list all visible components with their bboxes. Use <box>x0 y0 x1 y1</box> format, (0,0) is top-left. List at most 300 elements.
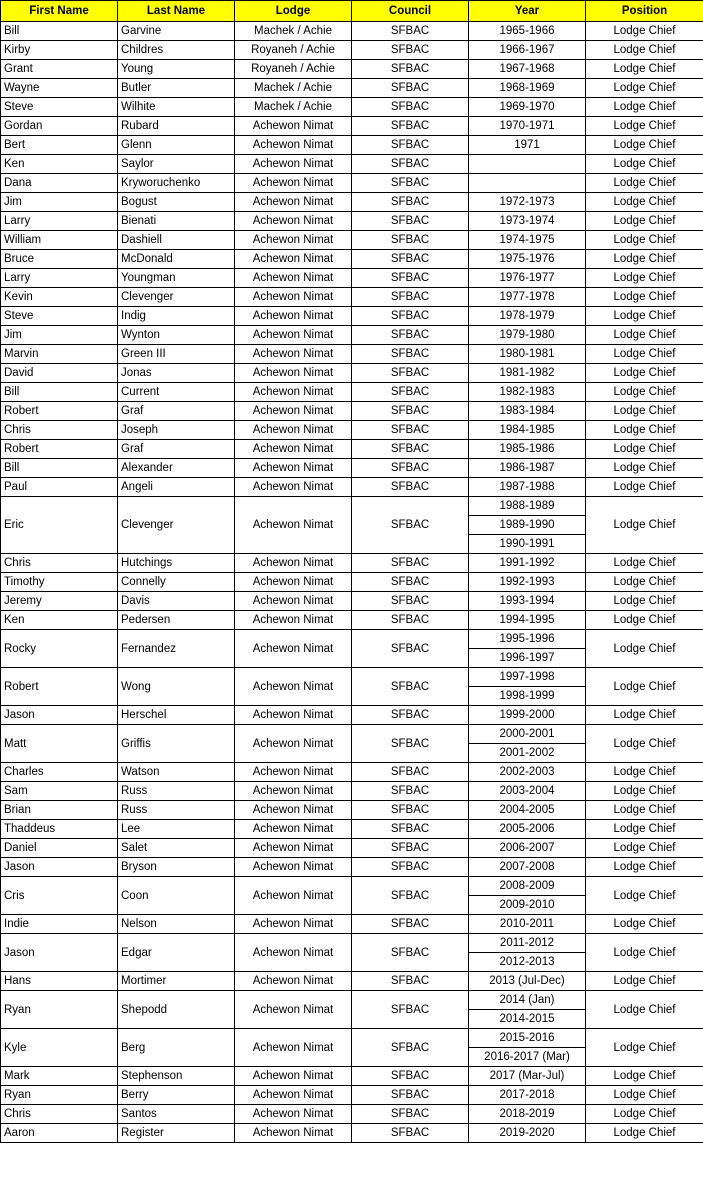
cell-first-name: Jim <box>1 326 118 345</box>
table-row <box>1 611 703 630</box>
cell-council: SFBAC <box>352 155 469 174</box>
cell-year: 1996-1997 <box>469 649 586 668</box>
cell-council: SFBAC <box>352 934 469 972</box>
cell-position: Lodge Chief <box>586 174 703 193</box>
table-body <box>1 22 703 1143</box>
cell-position: Lodge Chief <box>586 497 703 554</box>
cell-council: SFBAC <box>352 383 469 402</box>
cell-first-name: Jim <box>1 193 118 212</box>
cell-last-name: Childres <box>118 41 235 60</box>
header-year: Year <box>469 1 586 22</box>
cell-lodge: Achewon Nimat <box>235 972 352 991</box>
table-row <box>1 269 703 288</box>
cell-lodge: Achewon Nimat <box>235 1124 352 1143</box>
cell-first-name: Bill <box>1 383 118 402</box>
cell-council: SFBAC <box>352 1067 469 1086</box>
cell-first-name: Ryan <box>1 1086 118 1105</box>
cell-first-name: Jason <box>1 858 118 877</box>
cell-council: SFBAC <box>352 573 469 592</box>
cell-lodge: Achewon Nimat <box>235 231 352 250</box>
cell-position: Lodge Chief <box>586 421 703 440</box>
header-lodge: Lodge <box>235 1 352 22</box>
cell-first-name: Charles <box>1 763 118 782</box>
cell-position: Lodge Chief <box>586 991 703 1029</box>
cell-position: Lodge Chief <box>586 307 703 326</box>
table-row <box>1 117 703 136</box>
cell-year: 1983-1984 <box>469 402 586 421</box>
cell-last-name: Wilhite <box>118 98 235 117</box>
cell-council: SFBAC <box>352 554 469 573</box>
table-row <box>1 1029 703 1048</box>
cell-last-name: Saylor <box>118 155 235 174</box>
cell-position: Lodge Chief <box>586 60 703 79</box>
cell-lodge: Achewon Nimat <box>235 934 352 972</box>
cell-first-name: Steve <box>1 307 118 326</box>
cell-position: Lodge Chief <box>586 98 703 117</box>
cell-council: SFBAC <box>352 706 469 725</box>
cell-last-name: Wynton <box>118 326 235 345</box>
header-last-name: Last Name <box>118 1 235 22</box>
cell-last-name: Current <box>118 383 235 402</box>
cell-last-name: Bogust <box>118 193 235 212</box>
cell-first-name: Paul <box>1 478 118 497</box>
table-row <box>1 174 703 193</box>
cell-lodge: Achewon Nimat <box>235 269 352 288</box>
cell-lodge: Achewon Nimat <box>235 1105 352 1124</box>
cell-position: Lodge Chief <box>586 288 703 307</box>
cell-lodge: Achewon Nimat <box>235 782 352 801</box>
cell-first-name: Sam <box>1 782 118 801</box>
cell-year: 1985-1986 <box>469 440 586 459</box>
cell-position: Lodge Chief <box>586 820 703 839</box>
cell-position: Lodge Chief <box>586 1105 703 1124</box>
table-row <box>1 22 703 41</box>
cell-year: 2013 (Jul-Dec) <box>469 972 586 991</box>
cell-lodge: Machek / Achie <box>235 22 352 41</box>
table-row <box>1 345 703 364</box>
cell-first-name: Ken <box>1 611 118 630</box>
cell-lodge: Achewon Nimat <box>235 307 352 326</box>
cell-last-name: Nelson <box>118 915 235 934</box>
table-row <box>1 915 703 934</box>
cell-last-name: Griffis <box>118 725 235 763</box>
cell-year: 2009-2010 <box>469 896 586 915</box>
cell-last-name: Clevenger <box>118 288 235 307</box>
cell-year: 1995-1996 <box>469 630 586 649</box>
table-row <box>1 440 703 459</box>
cell-last-name: Connelly <box>118 573 235 592</box>
cell-last-name: Shepodd <box>118 991 235 1029</box>
cell-lodge: Achewon Nimat <box>235 288 352 307</box>
cell-lodge: Achewon Nimat <box>235 421 352 440</box>
cell-position: Lodge Chief <box>586 972 703 991</box>
cell-year: 1994-1995 <box>469 611 586 630</box>
cell-first-name: Chris <box>1 1105 118 1124</box>
cell-first-name: Indie <box>1 915 118 934</box>
cell-first-name: Jason <box>1 706 118 725</box>
cell-council: SFBAC <box>352 858 469 877</box>
cell-year: 2000-2001 <box>469 725 586 744</box>
cell-year: 2014-2015 <box>469 1010 586 1029</box>
cell-council: SFBAC <box>352 136 469 155</box>
cell-lodge: Achewon Nimat <box>235 440 352 459</box>
cell-year: 2014 (Jan) <box>469 991 586 1010</box>
cell-position: Lodge Chief <box>586 440 703 459</box>
cell-first-name: Grant <box>1 60 118 79</box>
cell-year: 1989-1990 <box>469 516 586 535</box>
header-row <box>1 1 703 22</box>
cell-last-name: Watson <box>118 763 235 782</box>
table-row <box>1 706 703 725</box>
cell-lodge: Achewon Nimat <box>235 915 352 934</box>
cell-lodge: Achewon Nimat <box>235 1086 352 1105</box>
cell-first-name: Eric <box>1 497 118 554</box>
cell-first-name: Marvin <box>1 345 118 364</box>
cell-lodge: Achewon Nimat <box>235 991 352 1029</box>
cell-council: SFBAC <box>352 877 469 915</box>
cell-lodge: Machek / Achie <box>235 98 352 117</box>
table-row <box>1 383 703 402</box>
table-row <box>1 934 703 953</box>
cell-last-name: Indig <box>118 307 235 326</box>
cell-last-name: Dashiell <box>118 231 235 250</box>
cell-council: SFBAC <box>352 668 469 706</box>
cell-lodge: Achewon Nimat <box>235 801 352 820</box>
cell-lodge: Achewon Nimat <box>235 839 352 858</box>
cell-first-name: Chris <box>1 554 118 573</box>
cell-position: Lodge Chief <box>586 630 703 668</box>
cell-lodge: Achewon Nimat <box>235 630 352 668</box>
cell-council: SFBAC <box>352 345 469 364</box>
cell-first-name: Mark <box>1 1067 118 1086</box>
cell-first-name: Cris <box>1 877 118 915</box>
cell-council: SFBAC <box>352 839 469 858</box>
cell-first-name: William <box>1 231 118 250</box>
table-row <box>1 250 703 269</box>
cell-position: Lodge Chief <box>586 915 703 934</box>
table-row <box>1 288 703 307</box>
cell-council: SFBAC <box>352 1029 469 1067</box>
cell-first-name: Bert <box>1 136 118 155</box>
cell-lodge: Achewon Nimat <box>235 212 352 231</box>
cell-year: 2010-2011 <box>469 915 586 934</box>
table-row <box>1 79 703 98</box>
table-row <box>1 307 703 326</box>
cell-position: Lodge Chief <box>586 706 703 725</box>
cell-council: SFBAC <box>352 250 469 269</box>
cell-year: 1981-1982 <box>469 364 586 383</box>
cell-year: 1976-1977 <box>469 269 586 288</box>
cell-council: SFBAC <box>352 820 469 839</box>
cell-last-name: Santos <box>118 1105 235 1124</box>
cell-year: 1974-1975 <box>469 231 586 250</box>
cell-council: SFBAC <box>352 497 469 554</box>
cell-year: 2016-2017 (Mar) <box>469 1048 586 1067</box>
cell-last-name: Wong <box>118 668 235 706</box>
cell-year: 1988-1989 <box>469 497 586 516</box>
cell-council: SFBAC <box>352 1124 469 1143</box>
table-row <box>1 782 703 801</box>
cell-first-name: Chris <box>1 421 118 440</box>
cell-position: Lodge Chief <box>586 858 703 877</box>
cell-lodge: Achewon Nimat <box>235 193 352 212</box>
cell-year: 1965-1966 <box>469 22 586 41</box>
cell-position: Lodge Chief <box>586 1086 703 1105</box>
table-row <box>1 630 703 649</box>
cell-first-name: Robert <box>1 440 118 459</box>
cell-lodge: Achewon Nimat <box>235 136 352 155</box>
cell-last-name: Bryson <box>118 858 235 877</box>
cell-last-name: Glenn <box>118 136 235 155</box>
cell-first-name: Kevin <box>1 288 118 307</box>
cell-lodge: Achewon Nimat <box>235 174 352 193</box>
table-row <box>1 1067 703 1086</box>
cell-council: SFBAC <box>352 1105 469 1124</box>
cell-last-name: Young <box>118 60 235 79</box>
cell-last-name: Berg <box>118 1029 235 1067</box>
table-row <box>1 155 703 174</box>
cell-first-name: Larry <box>1 212 118 231</box>
cell-lodge: Achewon Nimat <box>235 364 352 383</box>
cell-year: 2007-2008 <box>469 858 586 877</box>
cell-council: SFBAC <box>352 364 469 383</box>
table-row <box>1 858 703 877</box>
table-row <box>1 763 703 782</box>
cell-year: 2001-2002 <box>469 744 586 763</box>
cell-council: SFBAC <box>352 41 469 60</box>
cell-first-name: Larry <box>1 269 118 288</box>
cell-first-name: Matt <box>1 725 118 763</box>
cell-year: 1992-1993 <box>469 573 586 592</box>
table-row <box>1 41 703 60</box>
header-position: Position <box>586 1 703 22</box>
cell-council: SFBAC <box>352 421 469 440</box>
cell-council: SFBAC <box>352 801 469 820</box>
table-row <box>1 231 703 250</box>
cell-council: SFBAC <box>352 117 469 136</box>
cell-council: SFBAC <box>352 326 469 345</box>
table-row <box>1 972 703 991</box>
cell-position: Lodge Chief <box>586 326 703 345</box>
cell-lodge: Achewon Nimat <box>235 383 352 402</box>
cell-lodge: Achewon Nimat <box>235 345 352 364</box>
cell-last-name: Rubard <box>118 117 235 136</box>
cell-first-name: Robert <box>1 402 118 421</box>
cell-lodge: Achewon Nimat <box>235 763 352 782</box>
cell-last-name: Jonas <box>118 364 235 383</box>
cell-year: 1998-1999 <box>469 687 586 706</box>
cell-year: 2006-2007 <box>469 839 586 858</box>
cell-first-name: Bill <box>1 22 118 41</box>
cell-lodge: Achewon Nimat <box>235 573 352 592</box>
cell-first-name: Gordan <box>1 117 118 136</box>
cell-year: 1975-1976 <box>469 250 586 269</box>
cell-council: SFBAC <box>352 212 469 231</box>
cell-council: SFBAC <box>352 1086 469 1105</box>
table-row <box>1 60 703 79</box>
cell-first-name: Ryan <box>1 991 118 1029</box>
cell-position: Lodge Chief <box>586 193 703 212</box>
cell-last-name: Garvine <box>118 22 235 41</box>
cell-first-name: Kyle <box>1 1029 118 1067</box>
cell-first-name: Thaddeus <box>1 820 118 839</box>
cell-last-name: Davis <box>118 592 235 611</box>
table-row <box>1 193 703 212</box>
cell-year <box>469 174 586 193</box>
cell-lodge: Achewon Nimat <box>235 706 352 725</box>
table-row <box>1 478 703 497</box>
table-row <box>1 554 703 573</box>
cell-council: SFBAC <box>352 288 469 307</box>
cell-first-name: Brian <box>1 801 118 820</box>
cell-position: Lodge Chief <box>586 383 703 402</box>
cell-year: 1993-1994 <box>469 592 586 611</box>
cell-council: SFBAC <box>352 725 469 763</box>
cell-last-name: Register <box>118 1124 235 1143</box>
cell-lodge: Achewon Nimat <box>235 877 352 915</box>
cell-lodge: Achewon Nimat <box>235 725 352 763</box>
cell-year: 1971 <box>469 136 586 155</box>
cell-lodge: Achewon Nimat <box>235 668 352 706</box>
cell-last-name: Green III <box>118 345 235 364</box>
cell-council: SFBAC <box>352 79 469 98</box>
cell-year: 1980-1981 <box>469 345 586 364</box>
cell-last-name: Graf <box>118 440 235 459</box>
cell-first-name: Aaron <box>1 1124 118 1143</box>
cell-year: 2005-2006 <box>469 820 586 839</box>
cell-last-name: Bienati <box>118 212 235 231</box>
table-row <box>1 459 703 478</box>
cell-position: Lodge Chief <box>586 136 703 155</box>
cell-first-name: Robert <box>1 668 118 706</box>
cell-last-name: McDonald <box>118 250 235 269</box>
cell-position: Lodge Chief <box>586 22 703 41</box>
cell-council: SFBAC <box>352 440 469 459</box>
cell-position: Lodge Chief <box>586 345 703 364</box>
cell-last-name: Salet <box>118 839 235 858</box>
cell-year: 1990-1991 <box>469 535 586 554</box>
cell-last-name: Graf <box>118 402 235 421</box>
table-row <box>1 136 703 155</box>
cell-last-name: Clevenger <box>118 497 235 554</box>
cell-position: Lodge Chief <box>586 1029 703 1067</box>
cell-position: Lodge Chief <box>586 934 703 972</box>
table-row <box>1 877 703 896</box>
cell-council: SFBAC <box>352 478 469 497</box>
table-row <box>1 1124 703 1143</box>
cell-year: 1999-2000 <box>469 706 586 725</box>
cell-position: Lodge Chief <box>586 554 703 573</box>
table-row <box>1 573 703 592</box>
cell-last-name: Coon <box>118 877 235 915</box>
cell-council: SFBAC <box>352 991 469 1029</box>
cell-last-name: Fernandez <box>118 630 235 668</box>
cell-lodge: Achewon Nimat <box>235 611 352 630</box>
table-row <box>1 725 703 744</box>
cell-position: Lodge Chief <box>586 611 703 630</box>
table-row <box>1 1086 703 1105</box>
cell-position: Lodge Chief <box>586 478 703 497</box>
cell-year: 1982-1983 <box>469 383 586 402</box>
cell-year: 1979-1980 <box>469 326 586 345</box>
cell-position: Lodge Chief <box>586 250 703 269</box>
cell-lodge: Achewon Nimat <box>235 592 352 611</box>
cell-lodge: Achewon Nimat <box>235 820 352 839</box>
cell-last-name: Angeli <box>118 478 235 497</box>
cell-year: 1987-1988 <box>469 478 586 497</box>
cell-council: SFBAC <box>352 269 469 288</box>
cell-position: Lodge Chief <box>586 41 703 60</box>
cell-lodge: Achewon Nimat <box>235 459 352 478</box>
cell-last-name: Alexander <box>118 459 235 478</box>
cell-lodge: Royaneh / Achie <box>235 60 352 79</box>
cell-year: 2018-2019 <box>469 1105 586 1124</box>
cell-position: Lodge Chief <box>586 839 703 858</box>
cell-last-name: Edgar <box>118 934 235 972</box>
cell-position: Lodge Chief <box>586 668 703 706</box>
cell-position: Lodge Chief <box>586 231 703 250</box>
table-row <box>1 839 703 858</box>
cell-first-name: Kirby <box>1 41 118 60</box>
cell-council: SFBAC <box>352 231 469 250</box>
cell-year <box>469 155 586 174</box>
cell-first-name: Dana <box>1 174 118 193</box>
cell-year: 1977-1978 <box>469 288 586 307</box>
table-row <box>1 497 703 516</box>
cell-council: SFBAC <box>352 459 469 478</box>
cell-council: SFBAC <box>352 174 469 193</box>
table-row <box>1 668 703 687</box>
cell-lodge: Achewon Nimat <box>235 402 352 421</box>
cell-year: 2012-2013 <box>469 953 586 972</box>
cell-first-name: Steve <box>1 98 118 117</box>
table-row <box>1 98 703 117</box>
table-row <box>1 801 703 820</box>
cell-council: SFBAC <box>352 782 469 801</box>
cell-council: SFBAC <box>352 592 469 611</box>
cell-council: SFBAC <box>352 402 469 421</box>
cell-council: SFBAC <box>352 763 469 782</box>
cell-lodge: Achewon Nimat <box>235 478 352 497</box>
cell-position: Lodge Chief <box>586 877 703 915</box>
table-row <box>1 1105 703 1124</box>
cell-council: SFBAC <box>352 630 469 668</box>
cell-last-name: Lee <box>118 820 235 839</box>
cell-year: 1967-1968 <box>469 60 586 79</box>
cell-first-name: Hans <box>1 972 118 991</box>
cell-year: 1968-1969 <box>469 79 586 98</box>
cell-year: 1969-1970 <box>469 98 586 117</box>
cell-position: Lodge Chief <box>586 1124 703 1143</box>
cell-lodge: Achewon Nimat <box>235 497 352 554</box>
cell-lodge: Achewon Nimat <box>235 1067 352 1086</box>
cell-lodge: Machek / Achie <box>235 79 352 98</box>
cell-last-name: Russ <box>118 782 235 801</box>
cell-last-name: Mortimer <box>118 972 235 991</box>
table-row <box>1 592 703 611</box>
cell-last-name: Pedersen <box>118 611 235 630</box>
cell-position: Lodge Chief <box>586 155 703 174</box>
cell-year: 2017-2018 <box>469 1086 586 1105</box>
cell-first-name: Jason <box>1 934 118 972</box>
cell-position: Lodge Chief <box>586 212 703 231</box>
cell-last-name: Youngman <box>118 269 235 288</box>
table-row <box>1 421 703 440</box>
cell-year: 2017 (Mar-Jul) <box>469 1067 586 1086</box>
cell-lodge: Achewon Nimat <box>235 250 352 269</box>
table-row <box>1 402 703 421</box>
cell-year: 2002-2003 <box>469 763 586 782</box>
